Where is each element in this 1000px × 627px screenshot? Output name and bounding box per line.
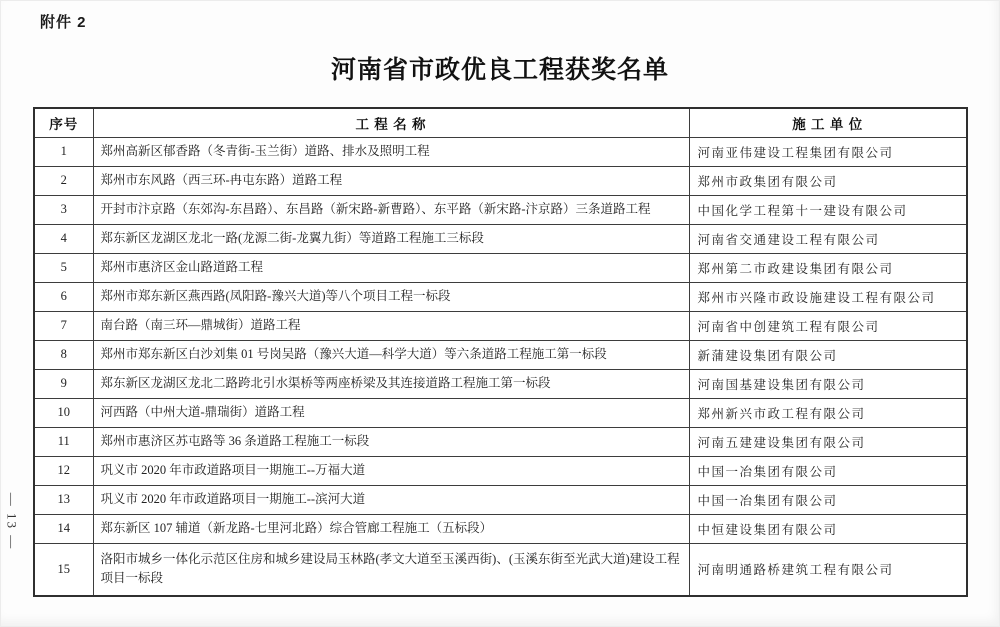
header-contractor: 施 工 单 位 xyxy=(689,108,967,137)
cell-index: 12 xyxy=(34,456,93,485)
table-row xyxy=(34,456,967,485)
cell-project: 洛阳市城乡一体化示范区住房和城乡建设局玉林路(孝文大道至玉溪西街)、(玉溪东街至光武大道)建设工程项目一标段 xyxy=(93,543,689,596)
table-row xyxy=(34,369,967,398)
attachment-label: 附件 2 xyxy=(40,14,87,31)
cell-project: 郑州市惠济区金山路道路工程 xyxy=(93,253,689,282)
cell-project: 河西路（中州大道-鼎瑞街）道路工程 xyxy=(93,398,689,427)
cell-index: 1 xyxy=(34,137,93,166)
cell-project: 郑东新区龙湖区龙北一路(龙源二街-龙翼九街）等道路工程施工三标段 xyxy=(93,224,689,253)
cell-contractor: 新蒲建设集团有限公司 xyxy=(689,340,967,369)
cell-index: 6 xyxy=(34,282,93,311)
cell-contractor: 郑州新兴市政工程有限公司 xyxy=(689,398,967,427)
table-row xyxy=(34,485,967,514)
cell-index: 2 xyxy=(34,166,93,195)
cell-index: 10 xyxy=(34,398,93,427)
table-row xyxy=(34,253,967,282)
cell-contractor: 河南国基建设集团有限公司 xyxy=(689,369,967,398)
table-row xyxy=(34,195,967,224)
header-index: 序号 xyxy=(34,108,93,137)
table-row xyxy=(34,340,967,369)
cell-contractor: 河南省交通建设工程有限公司 xyxy=(689,224,967,253)
cell-contractor: 中国一冶集团有限公司 xyxy=(689,456,967,485)
page-title: 河南省市政优良工程获奖名单 xyxy=(330,56,669,84)
table-row xyxy=(34,282,967,311)
cell-contractor: 中恒建设集团有限公司 xyxy=(689,514,967,543)
cell-contractor: 中国化学工程第十一建设有限公司 xyxy=(689,195,967,224)
cell-contractor: 中国一冶集团有限公司 xyxy=(689,485,967,514)
cell-project: 郑州市郑东新区燕西路(凤阳路-豫兴大道)等八个项目工程一标段 xyxy=(93,282,689,311)
cell-index: 4 xyxy=(34,224,93,253)
cell-project: 郑州市东风路（西三环-冉屯东路）道路工程 xyxy=(93,166,689,195)
cell-contractor: 郑州市兴隆市政设施建设工程有限公司 xyxy=(689,282,967,311)
cell-contractor: 河南省中创建筑工程有限公司 xyxy=(689,311,967,340)
page-number: — 13 — xyxy=(4,492,20,551)
cell-project: 巩义市 2020 年市政道路项目一期施工--万福大道 xyxy=(93,456,689,485)
cell-project: 开封市汴京路（东郊沟-东昌路）、东昌路（新宋路-新曹路）、东平路（新宋路-汴京路）三条道路工程 xyxy=(93,195,689,224)
cell-contractor: 河南亚伟建设工程集团有限公司 xyxy=(689,137,967,166)
cell-contractor: 郑州市政集团有限公司 xyxy=(689,166,967,195)
cell-index: 14 xyxy=(34,514,93,543)
table-body xyxy=(34,137,967,596)
cell-project: 郑东新区龙湖区龙北二路跨北引水渠桥等两座桥梁及其连接道路工程施工第一标段 xyxy=(93,369,689,398)
cell-project: 巩义市 2020 年市政道路项目一期施工--滨河大道 xyxy=(93,485,689,514)
cell-project: 郑东新区 107 辅道（新龙路-七里河北路）综合管廊工程施工（五标段） xyxy=(93,514,689,543)
cell-index: 5 xyxy=(34,253,93,282)
table-row xyxy=(34,166,967,195)
cell-contractor: 郑州第二市政建设集团有限公司 xyxy=(689,253,967,282)
table-row xyxy=(34,137,967,166)
table-row xyxy=(34,398,967,427)
awards-table xyxy=(33,107,968,597)
cell-project: 郑州高新区郁香路（冬青街-玉兰街）道路、排水及照明工程 xyxy=(93,137,689,166)
table-header-row xyxy=(34,108,967,137)
cell-index: 9 xyxy=(34,369,93,398)
table-row xyxy=(34,224,967,253)
header-project-name: 工 程 名 称 xyxy=(93,108,689,137)
table-row xyxy=(34,543,967,596)
cell-index: 15 xyxy=(34,543,93,596)
cell-project: 南台路（南三环—鼎城街）道路工程 xyxy=(93,311,689,340)
cell-project: 郑州市惠济区苏屯路等 36 条道路工程施工一标段 xyxy=(93,427,689,456)
cell-index: 11 xyxy=(34,427,93,456)
cell-index: 3 xyxy=(34,195,93,224)
cell-index: 7 xyxy=(34,311,93,340)
table-row xyxy=(34,514,967,543)
cell-index: 13 xyxy=(34,485,93,514)
cell-project: 郑州市郑东新区白沙刘集 01 号岗吴路（豫兴大道—科学大道）等六条道路工程施工第一标段 xyxy=(93,340,689,369)
cell-contractor: 河南明通路桥建筑工程有限公司 xyxy=(689,543,967,596)
cell-contractor: 河南五建建设集团有限公司 xyxy=(689,427,967,456)
cell-index: 8 xyxy=(34,340,93,369)
table-row xyxy=(34,311,967,340)
table-row xyxy=(34,427,967,456)
